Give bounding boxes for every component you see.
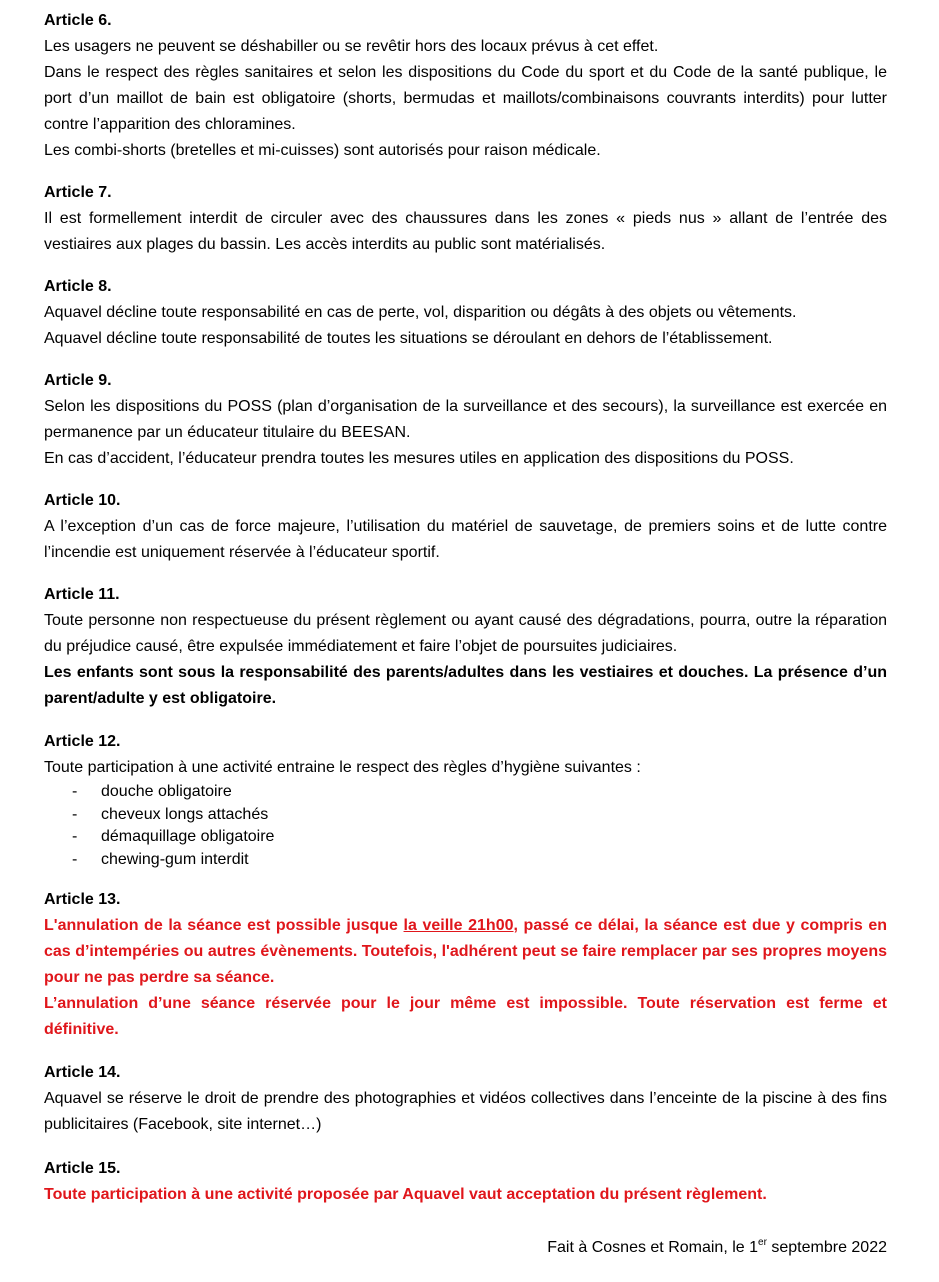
article-paragraph: Aquavel se réserve le droit de prendre des photographies et vidéos collectives dans l’enceinte de la piscine à des fins publicitaires (Facebook, site internet…) — [44, 1090, 887, 1133]
article-7 — [44, 180, 887, 258]
footer-text: Fait à Cosnes et Romain, le 1 — [547, 1239, 759, 1256]
article-paragraph-red: L’annulation d’une séance réservée pour le jour même est impossible. Toute réservation est ferme et définitive. — [44, 995, 887, 1038]
list-item-text: chewing-gum interdit — [101, 850, 249, 868]
signature-date — [547, 1236, 887, 1260]
article-title: Article 7. — [44, 184, 112, 201]
article-paragraph-red — [44, 913, 887, 991]
article-14 — [44, 1060, 887, 1138]
article-6 — [44, 8, 887, 164]
cancellation-text: , passé ce délai, la séance est due y compris en cas d’intempéries ou autres évènements. Toutefois, l'adhérent peut se faire remplacer par ses propres moyens pour ne pas perdre sa séance. — [44, 917, 888, 986]
article-title: Article 15. — [44, 1160, 121, 1177]
article-title: Article 6. — [44, 12, 112, 29]
article-paragraph: Toute personne non respectueuse du présent règlement ou ayant causé des dégradations, pourra, outre la réparation du préjudice causé, être expulsée immédiatement et faire l’objet de poursuites judiciaires. — [44, 612, 887, 655]
article-9 — [44, 368, 887, 472]
article-paragraph: Les combi-shorts (bretelles et mi-cuisses) sont autorisés pour raison médicale. — [44, 142, 601, 159]
article-title: Article 10. — [44, 492, 121, 509]
footer-superscript: er — [758, 1237, 767, 1248]
article-paragraph: En cas d’accident, l’éducateur prendra toutes les mesures utiles en application des dispositions du POSS. — [44, 450, 794, 467]
article-paragraph: A l’exception d’un cas de force majeure, l’utilisation du matériel de sauvetage, de premiers soins et de lutte contre l’incendie est uniquement réservée à l’éducateur sportif. — [44, 518, 887, 561]
hygiene-list — [44, 781, 887, 871]
article-paragraph: Aquavel décline toute responsabilité de toutes les situations se déroulant en dehors de l’établissement. — [44, 330, 773, 347]
article-11 — [44, 582, 887, 712]
list-dash: - — [72, 850, 78, 868]
article-paragraph-red: Toute participation à une activité proposée par Aquavel vaut acceptation du présent règlement. — [44, 1186, 767, 1203]
article-paragraph: Selon les dispositions du POSS (plan d’organisation de la surveillance et des secours), la surveillance est exercée en permanence par un éducateur titulaire du BEESAN. — [44, 398, 887, 441]
cancellation-text: L'annulation de la séance est possible jusque — [44, 917, 404, 934]
list-item — [44, 849, 887, 872]
article-12 — [44, 729, 887, 871]
article-paragraph: Aquavel décline toute responsabilité en cas de perte, vol, disparition ou dégâts à des objets ou vêtements. — [44, 304, 797, 321]
list-item — [44, 781, 887, 804]
article-15 — [44, 1156, 887, 1208]
article-title: Article 11. — [44, 586, 120, 603]
article-title: Article 13. — [44, 891, 121, 908]
footer-text: septembre 2022 — [766, 1239, 887, 1256]
list-item-text: démaquillage obligatoire — [101, 828, 275, 845]
list-item — [44, 804, 887, 827]
article-paragraph: Toute participation à une activité entraine le respect des règles d’hygiène suivantes : — [44, 759, 641, 776]
article-paragraph-bold: Les enfants sont sous la responsabilité des parents/adultes dans les vestiaires et douches. La présence d’un parent/adulte y est obligatoire. — [44, 664, 887, 707]
list-item — [44, 826, 887, 849]
article-title: Article 12. — [44, 733, 121, 750]
list-dash: - — [72, 828, 78, 845]
article-13 — [44, 887, 887, 1043]
cancellation-deadline: la veille 21h00 — [403, 917, 514, 934]
article-title: Article 8. — [44, 278, 112, 295]
article-8 — [44, 274, 887, 352]
list-item-text: douche obligatoire — [101, 783, 232, 800]
article-title: Article 14. — [44, 1064, 121, 1081]
article-paragraph: Les usagers ne peuvent se déshabiller ou se revêtir hors des locaux prévus à cet effet. — [44, 38, 659, 55]
article-paragraph: Il est formellement interdit de circuler avec des chaussures dans les zones « pieds nus » allant de l’entrée des vestiaires aux plages du bassin. Les accès interdits au public sont matérialisés. — [44, 210, 887, 253]
list-item-text: cheveux longs attachés — [101, 805, 269, 823]
list-dash: - — [72, 805, 78, 823]
article-title: Article 9. — [44, 372, 112, 389]
article-paragraph: Dans le respect des règles sanitaires et selon les dispositions du Code du sport et du Code de la santé publique, le port d’un maillot de bain est obligatoire (shorts, bermudas et maillots/combinaisons couvrants interdits) pour lutter contre l’apparition des chloramines. — [44, 64, 887, 133]
list-dash: - — [72, 783, 78, 800]
article-10 — [44, 488, 887, 566]
